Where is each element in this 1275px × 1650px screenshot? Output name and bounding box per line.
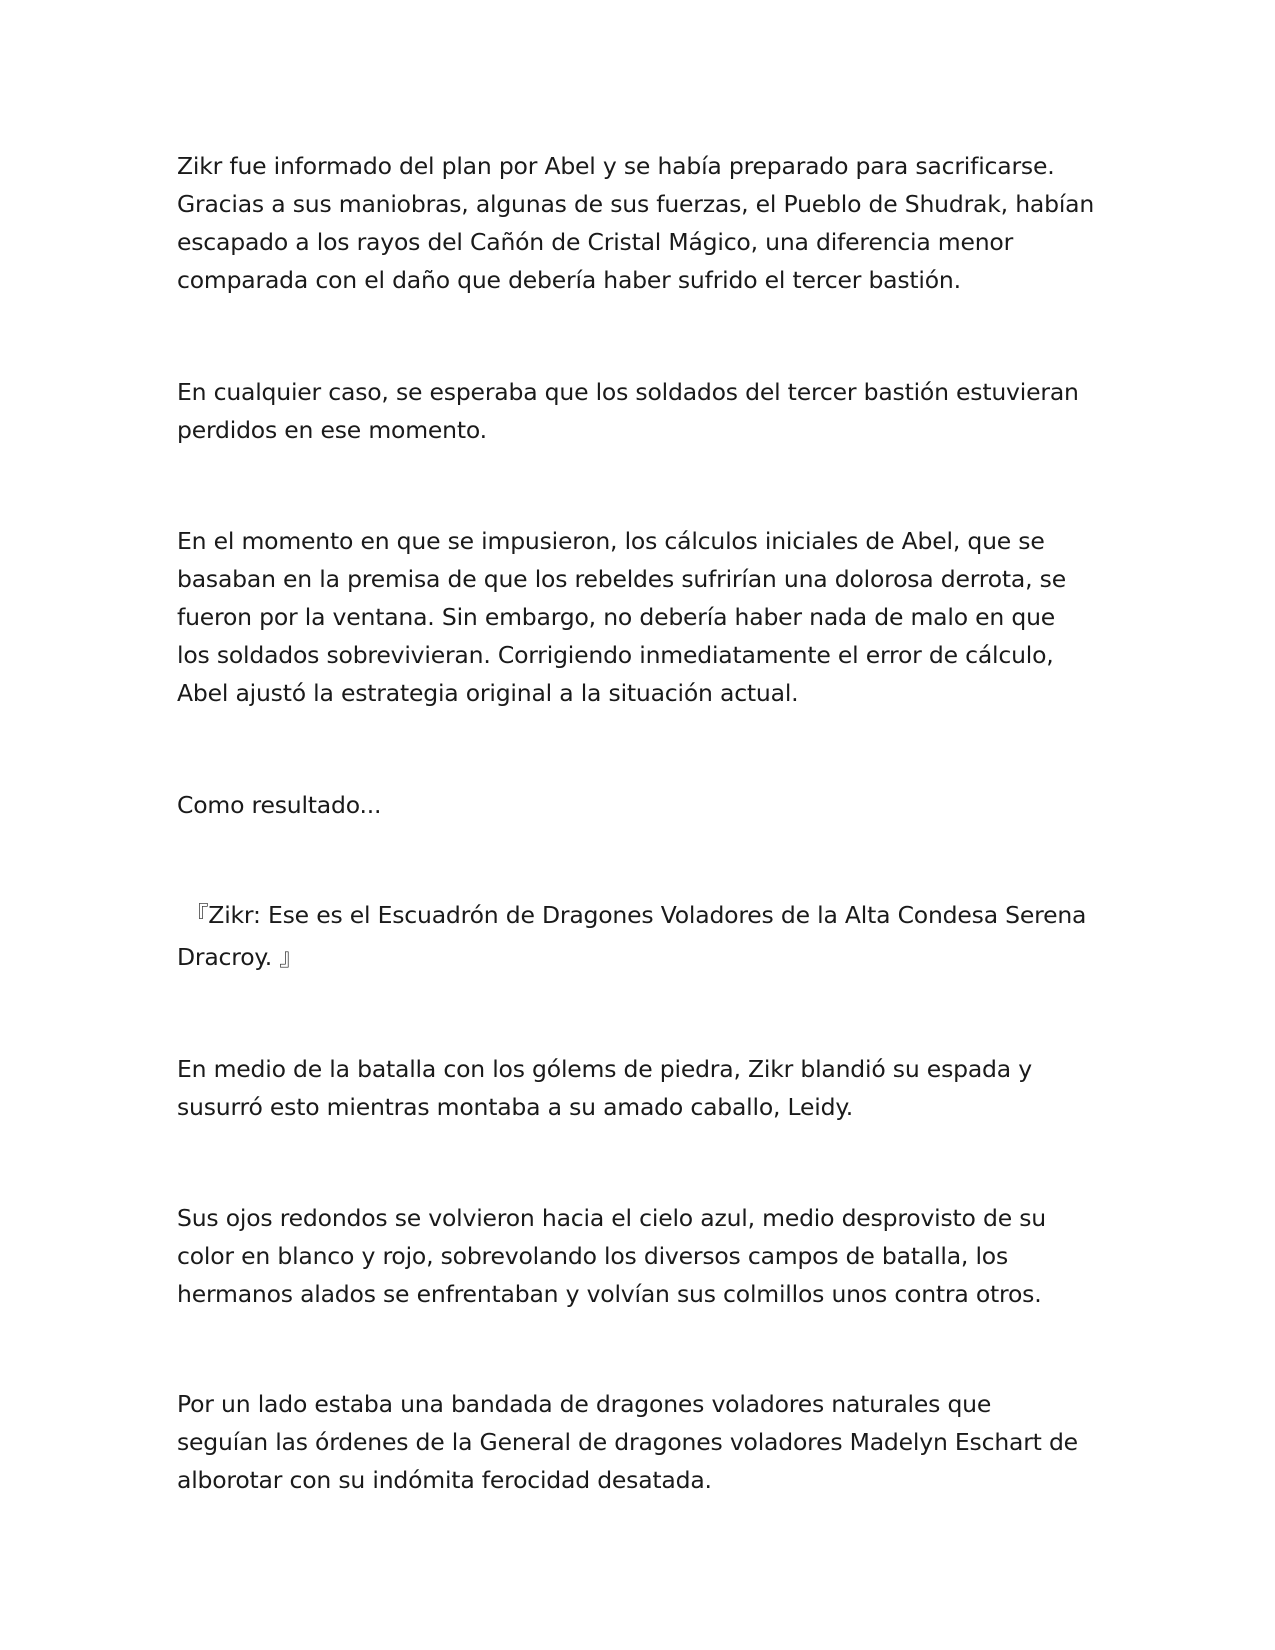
paragraph-2 [177, 373, 1107, 449]
text-line: color en blanco y rojo, sobrevolando los diversos campos de batalla, los [177, 1242, 1009, 1270]
paragraph-7 [177, 1199, 1107, 1313]
text-line: fueron por la ventana. Sin embargo, no debería haber nada de malo en que [177, 603, 1056, 631]
text-line: Dracroy. 』 [177, 943, 303, 971]
text-line: comparada con el daño que debería haber sufrido el tercer bastión. [177, 266, 961, 294]
text-line: Abel ajustó la estrategia original a la situación actual. [177, 679, 799, 707]
paragraph-5-dialogue [177, 896, 1107, 976]
text-line: perdidos en ese momento. [177, 416, 487, 444]
paragraph-6 [177, 1050, 1107, 1126]
text-line: basaban en la premisa de que los rebeldes sufrirían una dolorosa derrota, se [177, 565, 1066, 593]
paragraph-4 [177, 786, 1107, 824]
text-line: 『Zikr: Ese es el Escuadrón de Dragones Voladores de la Alta Condesa Serena [185, 901, 1087, 929]
text-line: Como resultado... [177, 791, 382, 819]
text-line: alborotar con su indómita ferocidad desatada. [177, 1466, 712, 1494]
text-line: escapado a los rayos del Cañón de Cristal Mágico, una diferencia menor [177, 228, 1014, 256]
paragraph-1 [177, 147, 1107, 299]
paragraph-3 [177, 522, 1107, 712]
text-line: hermanos alados se enfrentaban y volvían sus colmillos unos contra otros. [177, 1280, 1042, 1308]
text-line: los soldados sobrevivieran. Corrigiendo inmediatamente el error de cálculo, [177, 641, 1054, 669]
text-line: Por un lado estaba una bandada de dragones voladores naturales que [177, 1390, 992, 1418]
text-line: En cualquier caso, se esperaba que los soldados del tercer bastión estuvieran [177, 378, 1079, 406]
text-line: Sus ojos redondos se volvieron hacia el cielo azul, medio desprovisto de su [177, 1204, 1046, 1232]
text-line: susurró esto mientras montaba a su amado caballo, Leidy. [177, 1093, 853, 1121]
text-line: Zikr fue informado del plan por Abel y se había preparado para sacrificarse. [177, 152, 1055, 180]
paragraph-8 [177, 1385, 1107, 1499]
text-line: En el momento en que se impusieron, los cálculos iniciales de Abel, que se [177, 527, 1045, 555]
text-line: seguían las órdenes de la General de dragones voladores Madelyn Eschart de [177, 1428, 1078, 1456]
text-line: En medio de la batalla con los gólems de piedra, Zikr blandió su espada y [177, 1055, 1032, 1083]
text-line: Gracias a sus maniobras, algunas de sus fuerzas, el Pueblo de Shudrak, habían [177, 190, 1095, 218]
